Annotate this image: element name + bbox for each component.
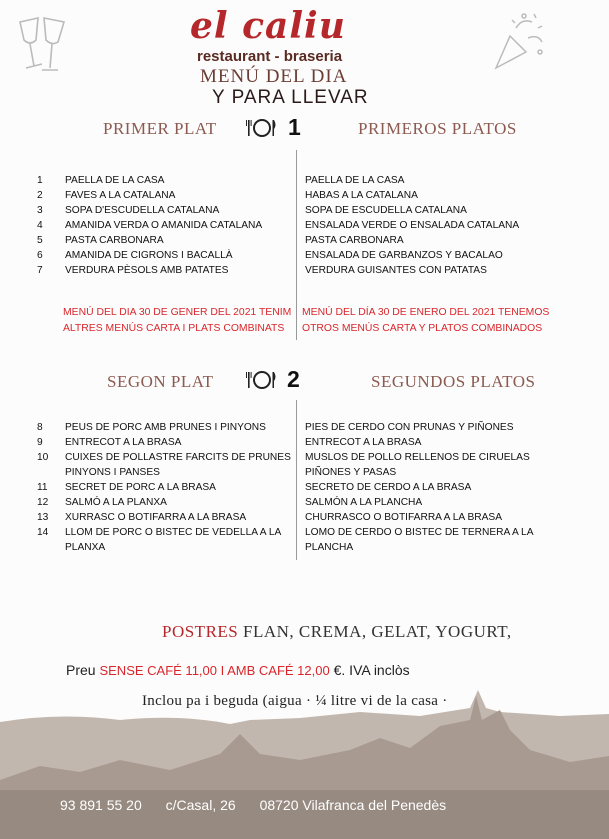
city-postcode: 08720 Vilafranca del Penedès bbox=[259, 797, 447, 813]
item-number: 13 bbox=[37, 512, 49, 523]
item-text: PAELLA DE LA CASA bbox=[65, 175, 165, 186]
phone-number: 93 891 55 20 bbox=[60, 797, 142, 813]
iva-note: €. IVA inclòs bbox=[333, 662, 410, 678]
menu-title-line2: Y PARA LLEVAR bbox=[212, 87, 369, 108]
item-text: VERDURA PÈSOLS AMB PATATES bbox=[65, 265, 229, 276]
item-text: PINYONS I PANSES bbox=[65, 467, 160, 478]
list-item bbox=[37, 525, 291, 540]
cutlery-plate-icon bbox=[246, 369, 278, 391]
menu-note-es bbox=[302, 305, 549, 337]
list-item: HABAS A LA CATALANA bbox=[305, 190, 418, 201]
menu-title: MENÚ DEL DIA bbox=[200, 66, 348, 87]
cutlery-plate-icon bbox=[246, 117, 278, 139]
restaurant-subtitle: restaurant - braseria bbox=[197, 48, 343, 65]
list-item bbox=[37, 495, 291, 510]
list-item: PLANCHA bbox=[305, 542, 354, 553]
champagne-glasses-icon bbox=[12, 14, 72, 76]
postres-items: FLAN, CREMA, GELAT, YOGURT, bbox=[243, 622, 512, 641]
price-value: SENSE CAFÉ 11,00 I AMB CAFÉ 12,00 bbox=[99, 663, 330, 678]
logo-text: el caliu bbox=[190, 5, 346, 47]
primeros-platos-heading: PRIMEROS PLATOS bbox=[358, 119, 517, 138]
note-line: OTROS MENÚS CARTA Y PLATOS COMBINADOS bbox=[302, 323, 543, 334]
list-item bbox=[37, 263, 262, 278]
list-item bbox=[37, 435, 291, 450]
list-item bbox=[37, 465, 291, 480]
list-item bbox=[37, 248, 262, 263]
item-text: ENTRECOT A LA BRASA bbox=[65, 437, 182, 448]
item-text: CUIXES DE POLLASTRE FARCITS DE PRUNES bbox=[65, 452, 291, 463]
primer-plat-list-ca bbox=[37, 173, 262, 278]
item-number: 12 bbox=[37, 497, 49, 508]
segon-plat-list-ca bbox=[37, 420, 291, 555]
item-number: 5 bbox=[37, 235, 43, 246]
list-item: PASTA CARBONARA bbox=[305, 235, 404, 246]
item-number: 11 bbox=[37, 482, 48, 493]
address: c/Casal, 26 bbox=[165, 797, 236, 813]
item-number: 4 bbox=[37, 220, 43, 231]
column-divider bbox=[296, 150, 297, 340]
list-item bbox=[37, 188, 262, 203]
list-item: VERDURA GUISANTES CON PATATAS bbox=[305, 265, 487, 276]
item-text: AMANIDA DE CIGRONS I BACALLÀ bbox=[65, 250, 233, 261]
contact-footer bbox=[60, 797, 466, 813]
list-item: LOMO DE CERDO O BISTEC DE TERNERA A LA bbox=[305, 527, 534, 538]
item-number bbox=[37, 540, 65, 555]
list-item bbox=[37, 233, 262, 248]
postres-label: POSTRES bbox=[162, 622, 239, 641]
list-item bbox=[37, 480, 291, 495]
list-item bbox=[37, 510, 291, 525]
segon-plat-heading: SEGON PLAT bbox=[107, 372, 214, 391]
list-item: PAELLA DE LA CASA bbox=[305, 175, 405, 186]
column-divider bbox=[296, 400, 297, 560]
segundos-platos-list-es bbox=[305, 420, 534, 555]
item-text: PLANXA bbox=[65, 542, 106, 553]
item-number: 1 bbox=[37, 175, 43, 186]
item-number: 6 bbox=[37, 250, 43, 261]
postres-line bbox=[162, 622, 512, 642]
town-skyline-image bbox=[0, 690, 609, 839]
item-text: AMANIDA VERDA O AMANIDA CATALANA bbox=[65, 220, 263, 231]
item-number: 10 bbox=[37, 452, 49, 463]
item-text: FAVES A LA CATALANA bbox=[65, 190, 176, 201]
list-item: SOPA DE ESCUDELLA CATALANA bbox=[305, 205, 467, 216]
item-text: SOPA D'ESCUDELLA CATALANA bbox=[65, 205, 220, 216]
list-item bbox=[37, 540, 291, 555]
list-item: SECRETO DE CERDO A LA BRASA bbox=[305, 482, 472, 493]
item-number: 3 bbox=[37, 205, 43, 216]
primeros-platos-list-es bbox=[305, 173, 519, 278]
price-line bbox=[66, 662, 410, 678]
list-item bbox=[37, 203, 262, 218]
item-number: 2 bbox=[37, 190, 43, 201]
list-item bbox=[37, 173, 262, 188]
list-item: PIES DE CERDO CON PRUNAS Y PIÑONES bbox=[305, 422, 514, 433]
item-text: PASTA CARBONARA bbox=[65, 235, 164, 246]
list-item: ENTRECOT A LA BRASA bbox=[305, 437, 422, 448]
segundos-platos-heading: SEGUNDOS PLATOS bbox=[371, 372, 536, 391]
note-line: MENÚ DEL DÍA 30 DE ENERO DEL 2021 TENEMOS bbox=[302, 307, 550, 318]
price-label: Preu bbox=[66, 662, 96, 678]
list-item: PIÑONES Y PASAS bbox=[305, 467, 397, 478]
list-item: MUSLOS DE POLLO RELLENOS DE CIRUELAS bbox=[305, 452, 530, 463]
party-popper-icon bbox=[488, 10, 546, 74]
list-item bbox=[37, 450, 291, 465]
note-line: MENÚ DEL DIA 30 DE GENER DEL 2021 TENIM bbox=[63, 307, 292, 318]
primer-plat-heading: PRIMER PLAT bbox=[103, 119, 217, 138]
note-line: ALTRES MENÚS CARTA I PLATS COMBINATS bbox=[63, 323, 285, 334]
item-number bbox=[37, 465, 65, 480]
item-text: XURRASC O BOTIFARRA A LA BRASA bbox=[65, 512, 247, 523]
list-item: SALMÓN A LA PLANCHA bbox=[305, 497, 423, 508]
item-text: PEUS DE PORC AMB PRUNES I PINYONS bbox=[65, 422, 266, 433]
item-number: 8 bbox=[37, 422, 43, 433]
list-item: CHURRASCO O BOTIFARRA A LA BRASA bbox=[305, 512, 503, 523]
item-number: 14 bbox=[37, 527, 49, 538]
item-number: 7 bbox=[37, 265, 43, 276]
includes-line: Inclou pa i beguda (aigua · ¼ litre vi de la casa · bbox=[142, 693, 448, 709]
course-number-1: 1 bbox=[288, 114, 301, 140]
item-text: SALMÓ A LA PLANXA bbox=[65, 497, 167, 508]
item-text: SECRET DE PORC A LA BRASA bbox=[65, 482, 216, 493]
item-number: 9 bbox=[37, 437, 43, 448]
list-item: ENSALADA DE GARBANZOS Y BACALAO bbox=[305, 250, 503, 261]
list-item bbox=[37, 420, 291, 435]
course-number-2: 2 bbox=[287, 366, 300, 392]
list-item bbox=[37, 218, 262, 233]
menu-note-ca bbox=[63, 305, 291, 337]
item-text: LLOM DE PORC O BISTEC DE VEDELLA A LA bbox=[65, 527, 282, 538]
list-item: ENSALADA VERDE O ENSALADA CATALANA bbox=[305, 220, 520, 231]
